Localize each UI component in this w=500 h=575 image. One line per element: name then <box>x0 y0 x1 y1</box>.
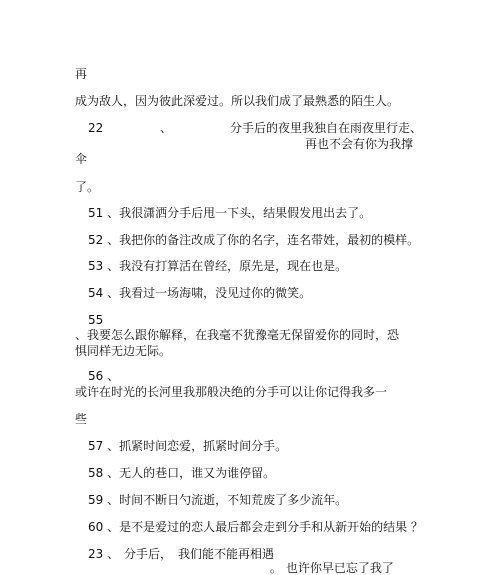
text-line: 、我要怎么跟你解释，在我毫不犹豫毫无保留爱你的同时，恐 <box>75 328 400 342</box>
text-line: 了。 <box>75 180 100 194</box>
text-line: 22 <box>88 121 104 135</box>
text-line: 55 <box>88 313 104 327</box>
text-line: 52 、我把你的备注改成了你的名字，连名带姓，最初的模样。 <box>88 233 420 247</box>
text-line: 惧同样无边无际。 <box>75 344 172 358</box>
text-line: 60 、是不是爱过的恋人最后都会走到分手和从新开始的结果 ？ <box>88 520 423 534</box>
text-line: 些 <box>75 412 88 426</box>
text-line: 或许在时光的长河里我那般决绝的分手可以让你记得我多一 <box>75 385 388 399</box>
text-line: 59 、时间不断日勺流逝，不知荒废了多少流年。 <box>88 493 348 507</box>
text-line: 56 、 <box>88 369 120 383</box>
text-line: 成为敌人，因为彼此深爱过。所以我们成了最熟悉的陌生人。 <box>75 94 400 108</box>
text-line: 分手后的夜里我独自在雨夜里行走、 <box>230 121 423 135</box>
text-line: 伞 <box>75 152 88 166</box>
text-line: 54 、我看过一场海啸，没见过你的微笑。 <box>88 286 312 300</box>
text-line: 58 、无人的巷口，谁又为谁停留。 <box>88 466 276 480</box>
text-line: 53 、我没有打算活在曾经，原先是，现在也是。 <box>88 259 348 273</box>
text-line: 再也不会有你为我撑 <box>305 137 414 151</box>
text-line: 。 也许你早已忘了我了 <box>270 561 394 575</box>
text-line: 再 <box>75 67 88 81</box>
text-line: 我们能不能再相遇 <box>178 547 275 561</box>
text-line: 分手后， <box>124 547 173 561</box>
text-line: 51 、我很潇洒分手后甩一下头，结果假发甩出去了。 <box>88 206 372 220</box>
text-line: 、 <box>160 121 173 135</box>
text-line: 57 、抓紧时间恋爱，抓紧时间分手。 <box>88 439 288 453</box>
text-line: 23 、 <box>88 547 120 561</box>
